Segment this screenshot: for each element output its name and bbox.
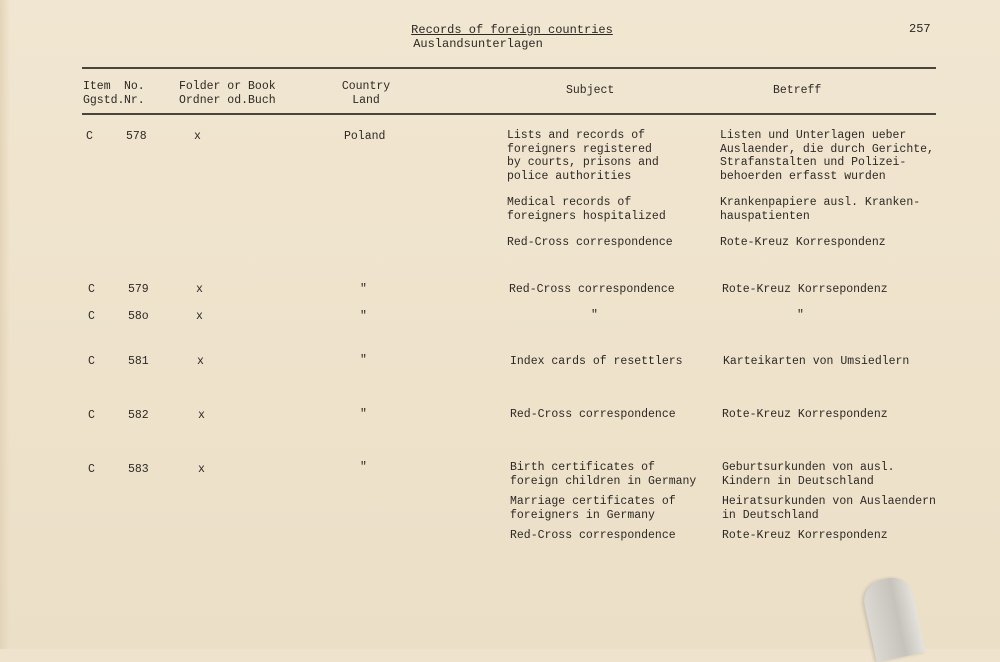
row-item: C (88, 463, 95, 476)
row-betreff: Rote-Kreuz Korrespondenz (722, 529, 888, 542)
row-subject: Birth certificates of foreign children in Germany (510, 461, 697, 488)
row-betreff: Karteikarten von Umsiedlern (723, 355, 910, 368)
row-number: 582 (128, 409, 149, 422)
row-betreff: Rote-Kreuz Korrsepondenz (722, 283, 888, 296)
page-number: 257 (909, 22, 931, 36)
row-number: 581 (128, 355, 149, 368)
row-number: 579 (128, 283, 149, 296)
header-bottom-rule (82, 113, 936, 115)
col-header-item: Item Ggstd. (83, 80, 125, 107)
page-title: Records of foreign countries (411, 23, 613, 37)
page-subtitle: Auslandsunterlagen (413, 37, 543, 51)
row-country: " (360, 461, 367, 474)
col-header-betreff: Betreff (773, 84, 822, 97)
row-item: C (88, 283, 95, 296)
row-folder: x (194, 130, 201, 143)
row-number: 58o (128, 310, 149, 323)
row-country: " (360, 408, 367, 421)
row-subject: Red-Cross correspondence (507, 236, 673, 249)
row-folder: x (196, 310, 203, 323)
header-top-rule (82, 67, 936, 69)
row-item: C (88, 355, 95, 368)
row-subject: Red-Cross correspondence (510, 529, 676, 542)
row-number: 583 (128, 463, 149, 476)
row-folder: x (196, 283, 203, 296)
row-betreff: Krankenpapiere ausl. Kranken- hauspatienten (720, 196, 921, 223)
row-subject: Marriage certificates of foreigners in Germany (510, 495, 676, 522)
row-country: " (360, 310, 367, 323)
row-folder: x (197, 355, 204, 368)
row-item: C (88, 310, 95, 323)
row-subject: Red-Cross correspondence (509, 283, 675, 296)
col-header-subject: Subject (566, 84, 615, 97)
row-country: " (360, 283, 367, 296)
row-subject: Index cards of resettlers (510, 355, 683, 368)
col-header-folder: Folder or Book Ordner od.Buch (179, 80, 276, 107)
row-folder: x (198, 409, 205, 422)
row-item: C (88, 409, 95, 422)
row-country: " (360, 354, 367, 367)
row-folder: x (198, 463, 205, 476)
row-betreff: Geburtsurkunden von ausl. Kindern in Deutschland (722, 461, 895, 488)
row-betreff: Listen und Unterlagen ueber Auslaender, die durch Gerichte, Strafanstalten und Polizei- behoerden erfasst wurden (720, 129, 934, 183)
col-header-country: Country Land (341, 80, 391, 107)
row-betreff: " (797, 309, 804, 322)
row-item: C (86, 130, 93, 143)
row-betreff: Rote-Kreuz Korrespondenz (720, 236, 886, 249)
row-subject: " (591, 309, 598, 322)
row-subject: Red-Cross correspondence (510, 408, 676, 421)
row-subject: Medical records of foreigners hospitalized (507, 196, 666, 223)
row-betreff: Rote-Kreuz Korrespondenz (722, 408, 888, 421)
col-header-no: No. Nr. (124, 80, 145, 107)
row-betreff: Heiratsurkunden von Auslaendern in Deutschland (722, 495, 936, 522)
row-number: 578 (126, 130, 147, 143)
row-subject: Lists and records of foreigners registered by courts, prisons and police authorities (507, 129, 659, 183)
row-country: Poland (344, 130, 386, 143)
page-edge (0, 0, 10, 649)
